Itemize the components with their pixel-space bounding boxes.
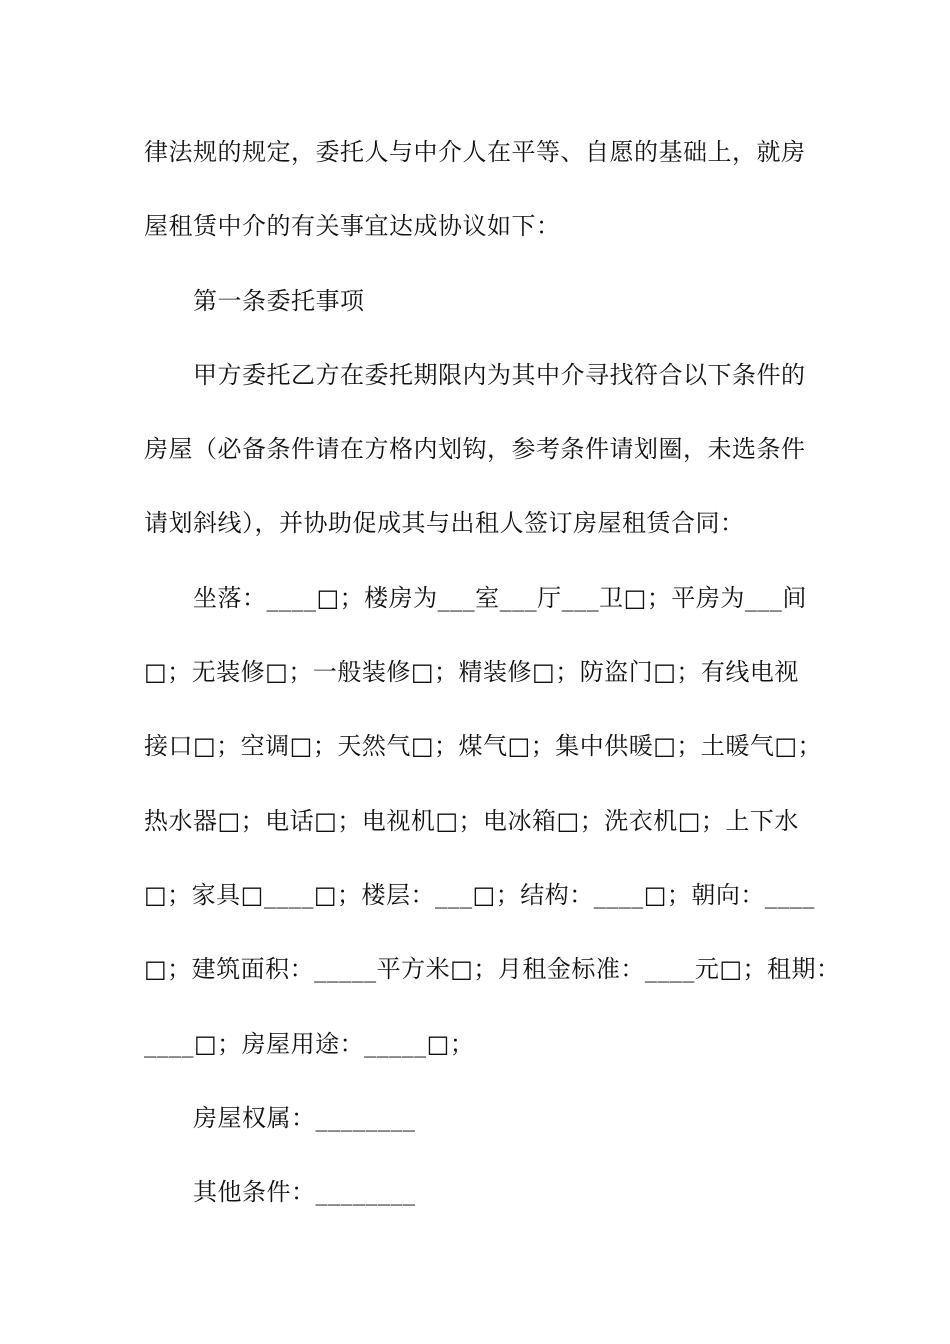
form-line: □；家具□____□；楼层：___□；结构：____□；朝向：____: [144, 880, 815, 909]
form-line: 接口□；空调□；天然气□；煤气□；集中供暖□；土暖气□；: [144, 732, 823, 761]
paragraph-line: 房屋（必备条件请在方格内划钩，参考条件请划圈，未选条件: [144, 435, 806, 464]
form-line: 坐落：____□；楼房为___室___厅___卫□；平房为___间: [193, 583, 807, 612]
paragraph-line: 屋租赁中介的有关事宜达成协议如下：: [144, 212, 561, 241]
property-ownership-line: 房屋权属：________: [193, 1103, 416, 1132]
paragraph-line: 甲方委托乙方在委托期限内为其中介寻找符合以下条件的: [193, 360, 806, 389]
document-body: [144, 132, 841, 1246]
other-conditions-line: 其他条件：________: [193, 1178, 416, 1207]
section-heading: 第一条委托事项: [193, 286, 365, 315]
form-line: □；无装修□；一般装修□；精装修□；防盗门□；有线电视: [144, 658, 799, 687]
form-line: 热水器□；电话□；电视机□；电冰箱□；洗衣机□；上下水: [144, 806, 799, 835]
form-line: ____□；房屋用途：_____□；: [144, 1029, 475, 1058]
paragraph-line: 律法规的规定，委托人与中介人在平等、自愿的基础上，就房: [144, 138, 806, 166]
paragraph-line: 请划斜线），并协助促成其与出租人签订房屋租赁合同：: [144, 509, 745, 538]
form-line: □；建筑面积：_____平方米□；月租金标准：____元□；租期：: [144, 955, 841, 984]
